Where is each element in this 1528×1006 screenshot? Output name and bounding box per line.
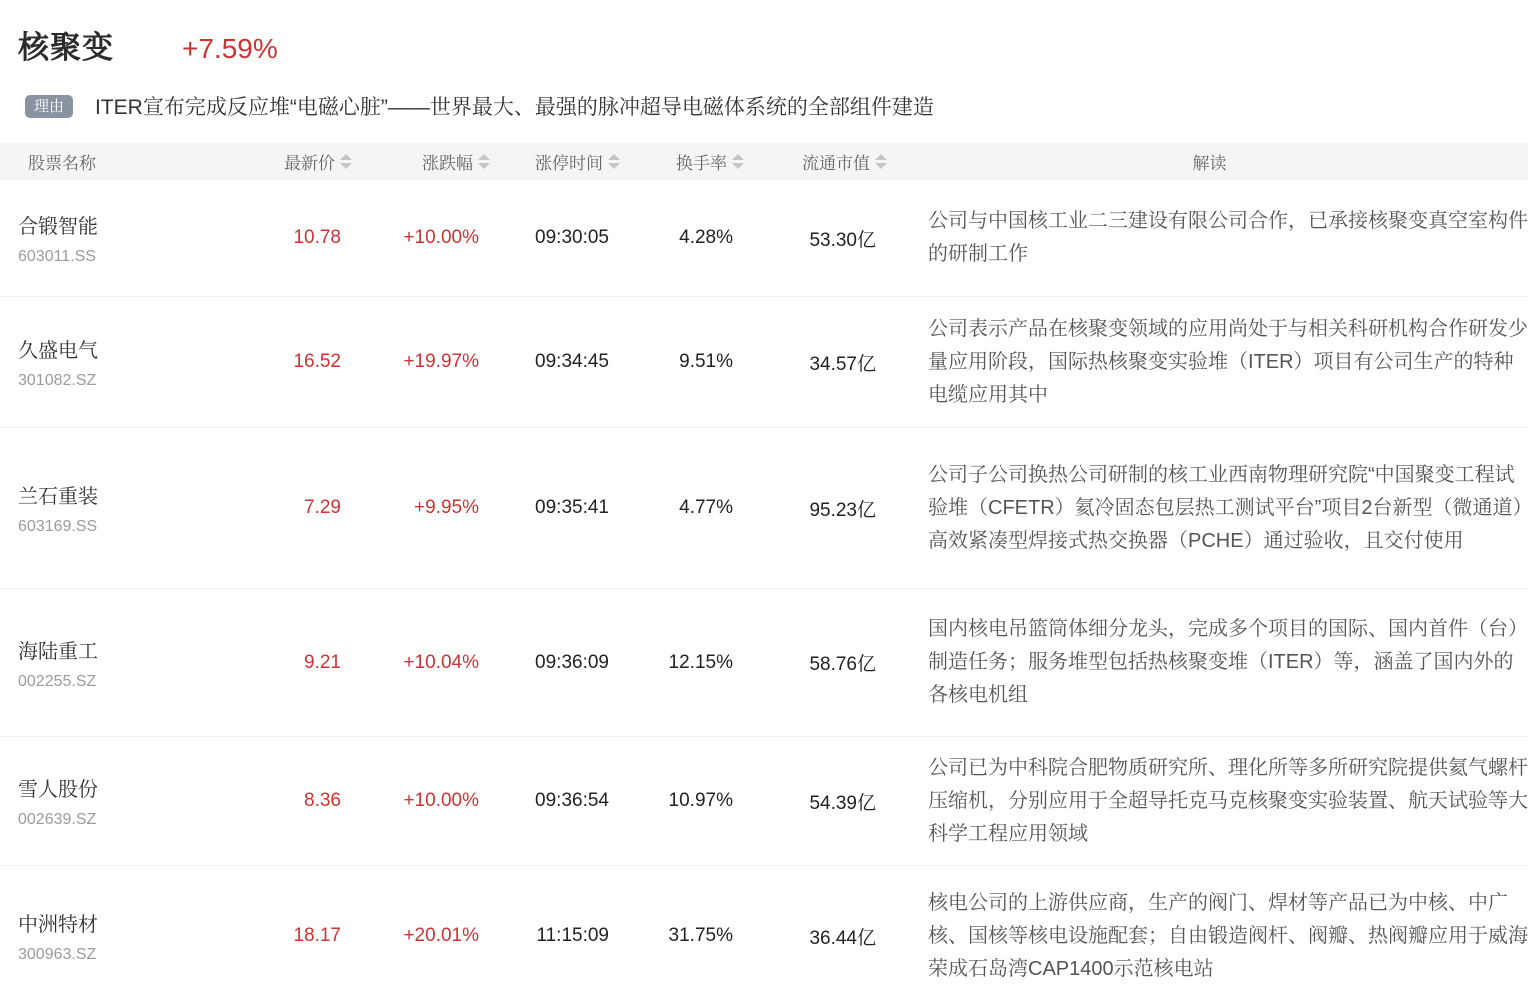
theme-change-percent: +7.59% bbox=[182, 33, 278, 64]
table-row[interactable] bbox=[0, 866, 1528, 1006]
column-label: 解读 bbox=[1192, 154, 1227, 173]
interpretation: 公司已为中科院合肥物质研究所、理化所等多所研究院提供氦气螺杆压缩机，分别应用于全超导托克马克核聚变实验装置、航天试验等大科学工程应用领域 bbox=[928, 756, 1528, 845]
latest-price: 9.21 bbox=[304, 651, 341, 673]
change-percent: +10.04% bbox=[403, 651, 479, 673]
turnover-rate: 10.97% bbox=[668, 790, 733, 811]
stock-name-cell bbox=[0, 334, 255, 390]
market-cap: 95.23亿 bbox=[809, 499, 876, 521]
change-percent: +10.00% bbox=[403, 790, 479, 811]
column-header-turnover-rate[interactable] bbox=[620, 149, 744, 174]
change-percent: +19.97% bbox=[403, 351, 479, 372]
turnover-rate: 9.51% bbox=[679, 351, 733, 372]
limit-up-time: 09:34:45 bbox=[535, 351, 609, 372]
interpretation: 公司表示产品在核聚变领域的应用尚处于与相关科研机构合作研发少量应用阶段，国际热核聚变实验堆（ITER）项目有公司生产的特种电缆应用其中 bbox=[928, 317, 1528, 406]
latest-price: 8.36 bbox=[304, 790, 341, 811]
column-label: 流通市值 bbox=[802, 154, 870, 173]
sort-icon[interactable] bbox=[875, 154, 887, 169]
latest-price: 7.29 bbox=[304, 497, 341, 518]
table-row[interactable] bbox=[0, 180, 1528, 297]
limit-up-time: 09:30:05 bbox=[535, 227, 609, 248]
theme-header bbox=[0, 0, 1528, 121]
table-row[interactable] bbox=[0, 297, 1528, 428]
stock-name[interactable]: 合锻智能 bbox=[18, 216, 98, 238]
table-row[interactable] bbox=[0, 428, 1528, 589]
latest-price: 18.17 bbox=[293, 925, 341, 946]
column-header-latest-price[interactable] bbox=[255, 149, 352, 174]
interpretation: 核电公司的上游供应商，生产的阀门、焊材等产品已为中核、中广核、国核等核电设施配套；自由锻造阀杆、阀瓣、热阀瓣应用于威海荣成石岛湾CAP1400示范核电站 bbox=[928, 891, 1528, 980]
stock-code: 603011.SS bbox=[18, 248, 96, 265]
interpretation: 公司与中国核工业二三建设有限公司合作，已承接核聚变真空室构件的研制工作 bbox=[928, 210, 1528, 265]
reason-text: ITER宣布完成反应堆“电磁心脏”——世界最大、最强的脉冲超导电磁体系统的全部组件建造 bbox=[95, 96, 934, 119]
column-label: 最新价 bbox=[284, 154, 335, 173]
stock-name[interactable]: 中洲特材 bbox=[18, 914, 98, 936]
interpretation: 公司子公司换热公司研制的核工业西南物理研究院“中国聚变工程试验堆（CFETR）氦冷固态包层热工测试平台”项目2台新型（微通道）高效紧凑型焊接式热交换器（PCHE）通过验收，且交付使用 bbox=[928, 463, 1523, 552]
stock-name-cell bbox=[0, 773, 255, 829]
table-row[interactable] bbox=[0, 589, 1528, 737]
stock-name-cell bbox=[0, 908, 255, 964]
stock-code: 301082.SZ bbox=[18, 372, 97, 389]
column-label: 换手率 bbox=[676, 154, 727, 173]
limit-up-time: 09:36:54 bbox=[535, 790, 609, 811]
stock-name[interactable]: 兰石重装 bbox=[18, 486, 98, 508]
change-percent: +9.95% bbox=[414, 497, 479, 518]
sort-icon[interactable] bbox=[732, 154, 744, 169]
stock-name[interactable]: 海陆重工 bbox=[18, 640, 98, 663]
column-label: 股票名称 bbox=[28, 154, 96, 173]
turnover-rate: 4.28% bbox=[679, 227, 733, 248]
limit-up-time: 09:35:41 bbox=[535, 497, 609, 518]
stock-table bbox=[0, 143, 1528, 1006]
table-header-row bbox=[0, 143, 1528, 180]
stock-code: 300963.SZ bbox=[18, 946, 97, 963]
table-body bbox=[0, 180, 1528, 1006]
column-label: 涨跌幅 bbox=[422, 154, 473, 173]
column-header-change-percent[interactable] bbox=[352, 149, 490, 174]
limit-up-time: 11:15:09 bbox=[536, 925, 609, 946]
stock-name[interactable]: 久盛电气 bbox=[18, 340, 98, 362]
market-cap: 54.39亿 bbox=[809, 792, 876, 814]
turnover-rate: 4.77% bbox=[679, 497, 733, 518]
market-cap: 34.57亿 bbox=[809, 353, 876, 375]
sort-icon[interactable] bbox=[608, 154, 620, 169]
stock-name-cell bbox=[0, 635, 255, 691]
column-header-market-cap[interactable] bbox=[744, 149, 887, 174]
table-row[interactable] bbox=[0, 737, 1528, 866]
column-header-interpretation bbox=[887, 149, 1528, 174]
change-percent: +20.01% bbox=[403, 925, 479, 946]
column-header-stock-name bbox=[0, 149, 255, 174]
latest-price: 10.78 bbox=[293, 227, 341, 248]
stock-name-cell bbox=[0, 210, 255, 266]
stock-code: 002255.SZ bbox=[18, 672, 97, 690]
column-label: 涨停时间 bbox=[535, 154, 603, 173]
change-percent: +10.00% bbox=[403, 227, 479, 248]
stock-name-cell bbox=[0, 480, 255, 536]
stock-code: 002639.SZ bbox=[18, 811, 97, 828]
stock-name[interactable]: 雪人股份 bbox=[18, 779, 98, 801]
latest-price: 16.52 bbox=[293, 351, 341, 372]
market-cap: 58.76亿 bbox=[809, 654, 876, 675]
sort-icon[interactable] bbox=[478, 154, 490, 169]
stock-code: 603169.SS bbox=[18, 518, 98, 535]
sort-icon[interactable] bbox=[340, 154, 352, 169]
interpretation: 国内核电吊篮筒体细分龙头，完成多个项目的国际、国内首件（台）制造任务；服务堆型包括热核聚变堆（ITER）等，涵盖了国内外的各核电机组 bbox=[928, 618, 1528, 706]
column-header-limit-up-time[interactable] bbox=[490, 149, 620, 174]
market-cap: 36.44亿 bbox=[809, 927, 876, 949]
turnover-rate: 31.75% bbox=[668, 925, 733, 946]
theme-title: 核聚变 bbox=[18, 30, 114, 65]
reason-badge: 理由 bbox=[25, 95, 73, 118]
market-cap: 53.30亿 bbox=[809, 229, 876, 251]
turnover-rate: 12.15% bbox=[668, 651, 733, 673]
limit-up-time: 09:36:09 bbox=[535, 651, 609, 673]
